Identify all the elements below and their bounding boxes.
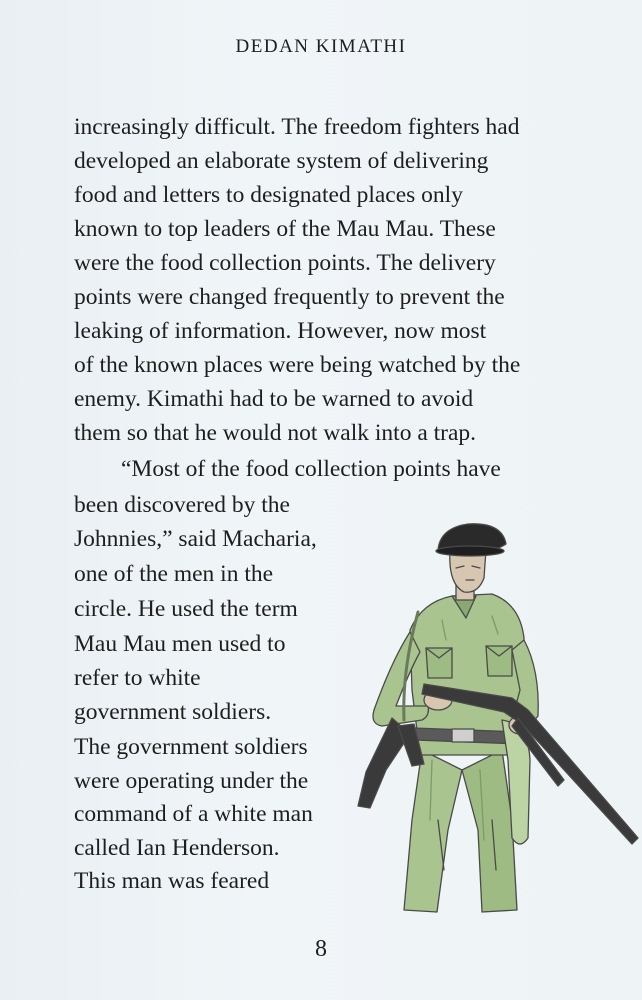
text-line: known to top leaders of the Mau Mau. These — [74, 216, 496, 242]
running-header: DEDAN KIMATHI — [235, 36, 407, 57]
text-line: called Ian Henderson. — [74, 835, 280, 861]
page-number: 8 — [315, 936, 327, 962]
text-line: This man was feared — [74, 868, 270, 894]
soldier-with-rifle-illustration — [352, 520, 642, 915]
text-line: were operating under the — [74, 768, 309, 794]
text-line: increasingly difficult. The freedom fighters had — [74, 114, 520, 140]
text-line: them so that he would not walk into a trap. — [74, 420, 477, 446]
text-line: developed an elaborate system of delivering — [74, 148, 489, 174]
text-line: points were changed frequently to prevent the — [74, 284, 505, 310]
text-line: The government soldiers — [74, 734, 308, 760]
paragraph-start-line: “Most of the food collection points have — [74, 456, 501, 482]
text-line: enemy. Kimathi had to be warned to avoid — [74, 386, 474, 412]
text-line: of the known places were being watched by the — [74, 352, 521, 378]
text-line: leaking of information. However, now most — [74, 318, 487, 344]
text-line: refer to white — [74, 665, 201, 691]
text-line: been discovered by the — [74, 492, 290, 518]
text-line: Johnnies,” said Macharia, — [74, 526, 317, 552]
text-line: Mau Mau men used to — [74, 631, 286, 657]
text-line: were the food collection points. The delivery — [74, 250, 496, 276]
text-line: food and letters to designated places only — [74, 182, 463, 208]
text-line: government soldiers. — [74, 699, 272, 725]
text-line: command of a white man — [74, 801, 313, 827]
text-line: circle. He used the term — [74, 596, 298, 622]
text-line: one of the men in the — [74, 561, 274, 587]
